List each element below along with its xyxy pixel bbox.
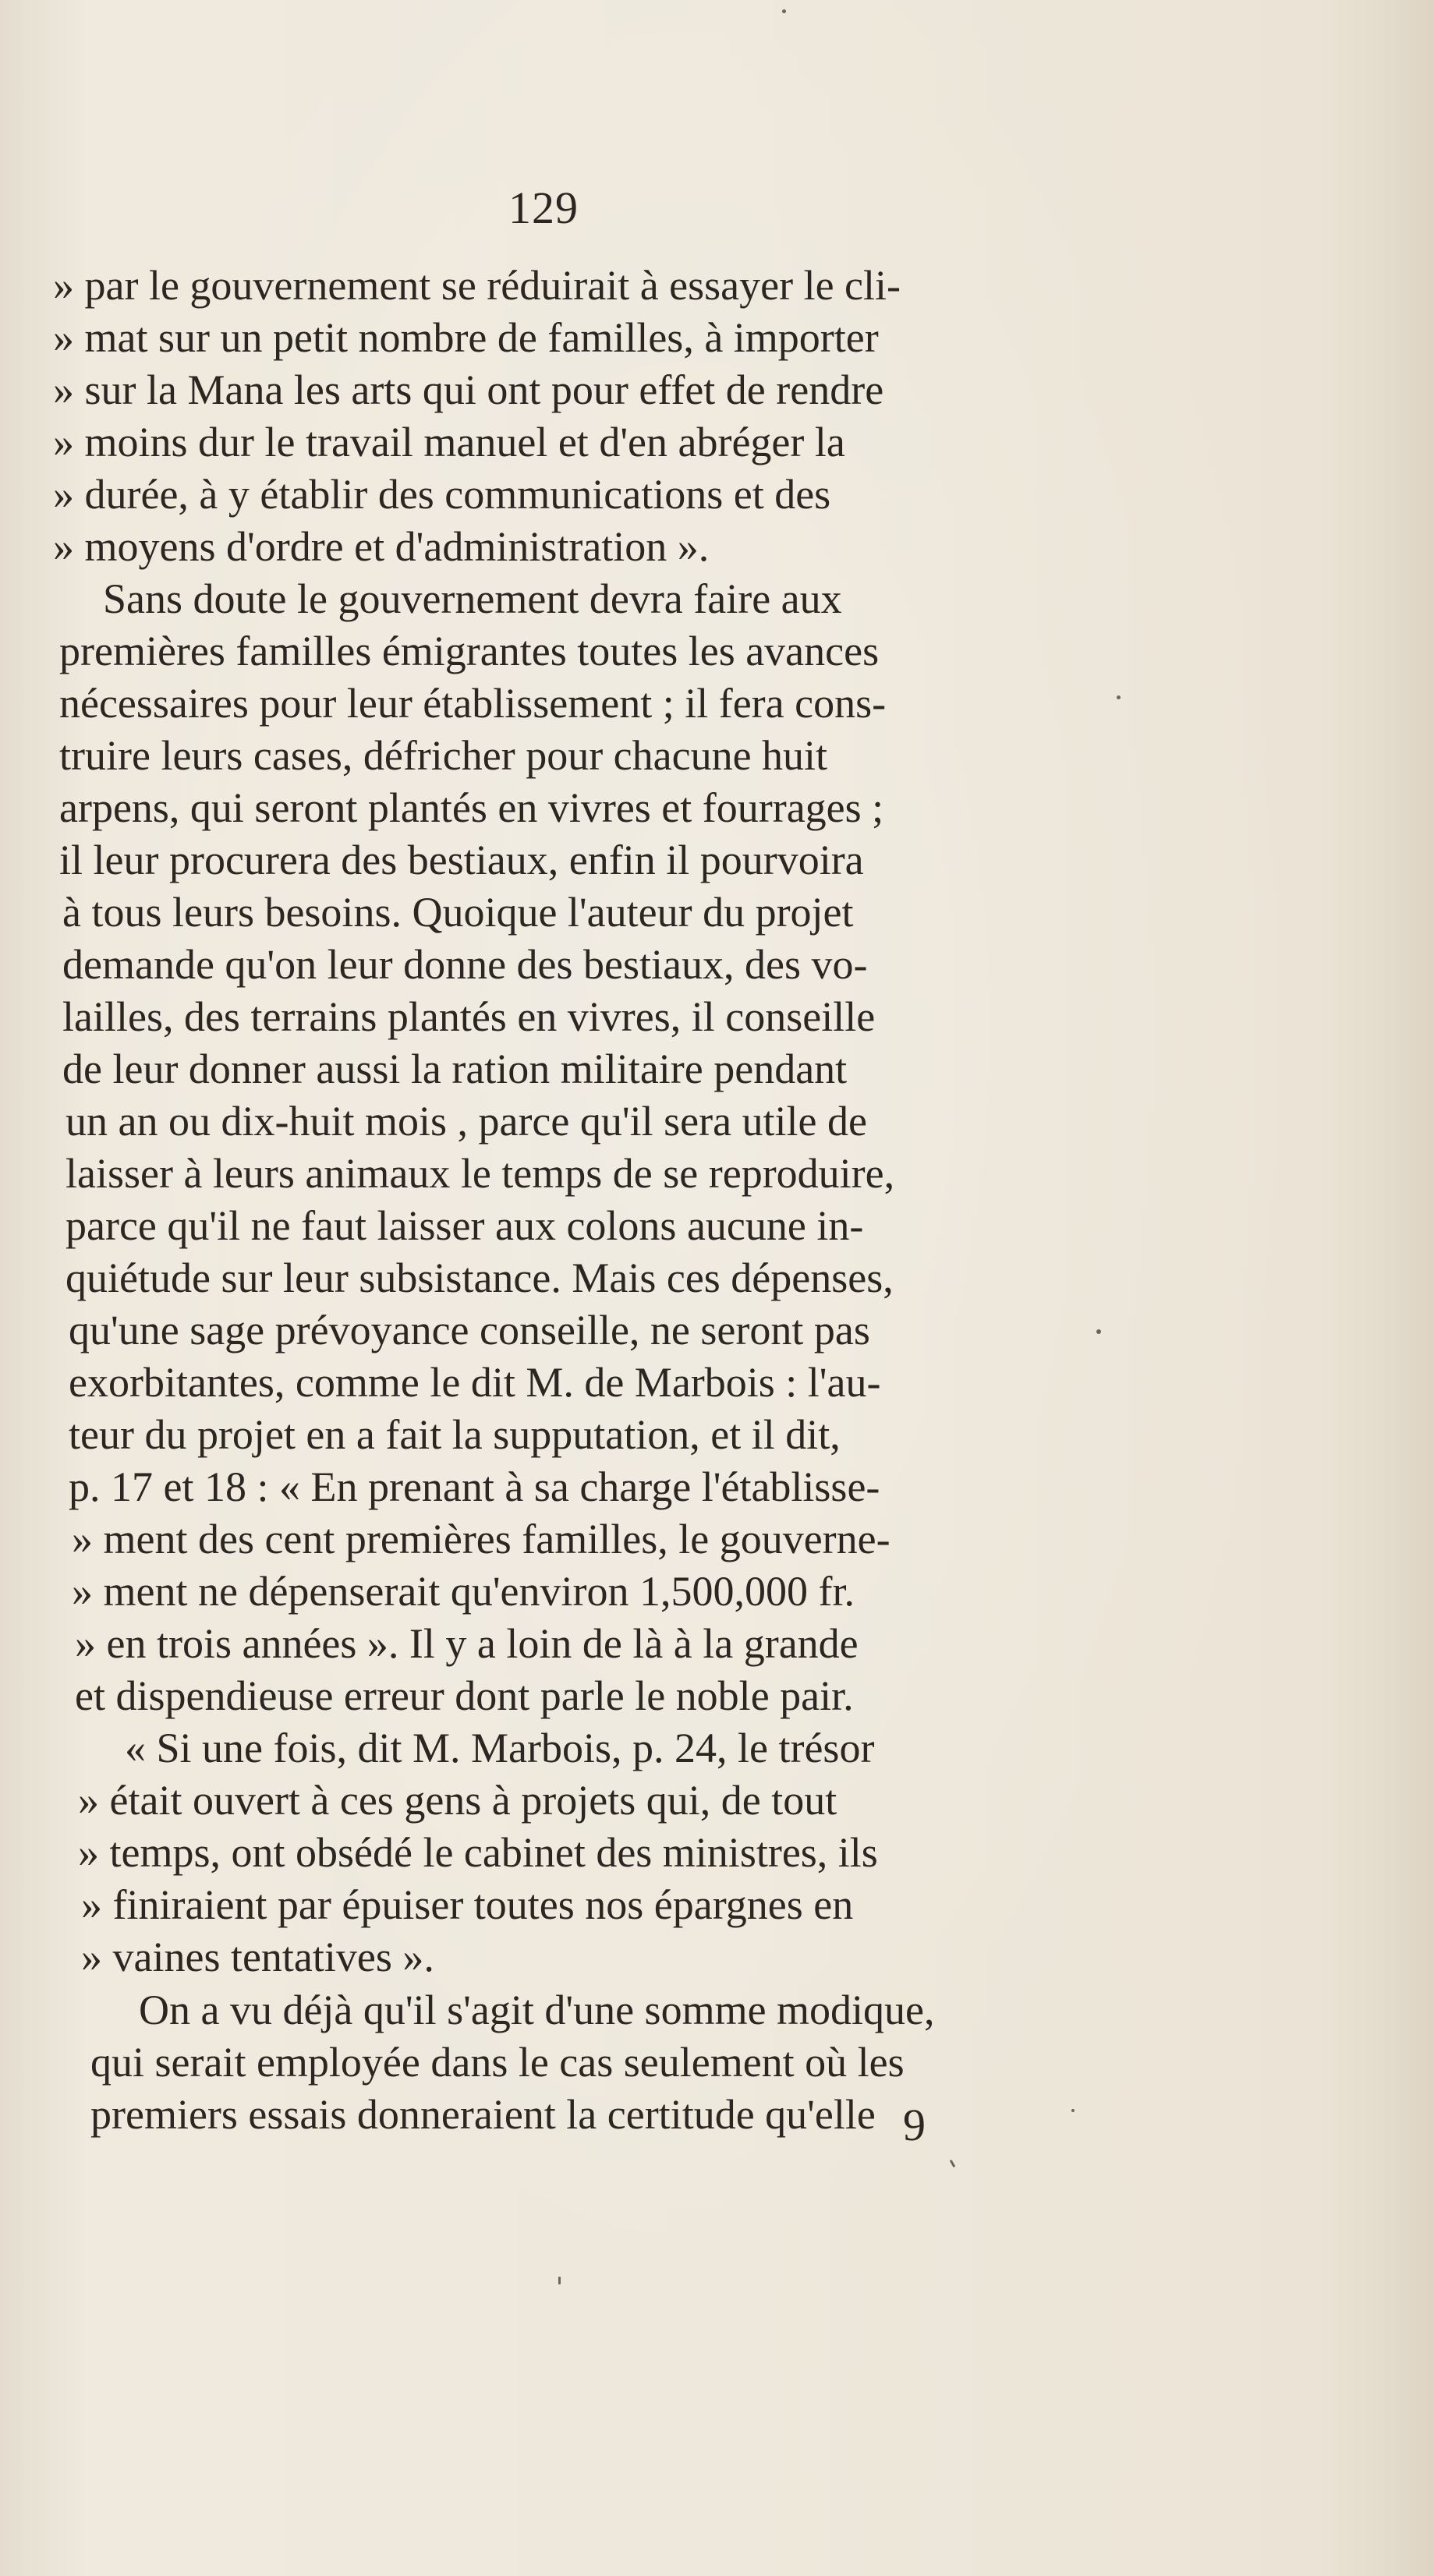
page-number: 129: [508, 182, 579, 233]
text-line: » ment ne dépenserait qu'environ 1,500,000 fr.: [72, 1568, 855, 1615]
text-line: » durée, à y établir des communications et des: [53, 471, 831, 518]
text-line: » par le gouvernement se réduirait à essayer le cli-: [53, 262, 901, 309]
text-line: exorbitantes, comme le dit M. de Marbois : l'au-: [69, 1359, 881, 1406]
text-line: parce qu'il ne faut laisser aux colons aucune in-: [66, 1202, 864, 1249]
text-line: » moyens d'ordre et d'administration ».: [53, 523, 710, 570]
text-line: » moins dur le travail manuel et d'en abréger la: [53, 419, 845, 465]
text-line: nécessaires pour leur établissement ; il fera cons-: [59, 680, 887, 727]
text-line: » sur la Mana les arts qui ont pour effet de rendre: [53, 366, 884, 413]
text-line: demande qu'on leur donne des bestiaux, des vo-: [62, 941, 868, 988]
text-line: « Si une fois, dit M. Marbois, p. 24, le trésor: [125, 1725, 875, 1771]
text-line: » en trois années ». Il y a loin de là à la grande: [75, 1620, 859, 1667]
text-line: truire leurs cases, défricher pour chacune huit: [59, 732, 828, 779]
text-line: premiers essais donneraient la certitude qu'elle: [90, 2091, 876, 2138]
text-line: » temps, ont obsédé le cabinet des ministres, ils: [78, 1829, 878, 1876]
paper-speck: [558, 2277, 561, 2284]
text-line: lailles, des terrains plantés en vivres, il conseille: [62, 993, 876, 1040]
paper-speck: [950, 2160, 956, 2167]
text-line: » mat sur un petit nombre de familles, à importer: [53, 314, 879, 361]
paper-speck: [782, 9, 786, 13]
text-line: laisser à leurs animaux le temps de se reproduire,: [66, 1150, 895, 1197]
text-line: » ment des cent premières familles, le gouverne-: [72, 1516, 890, 1562]
paper-speck: [1096, 1329, 1101, 1334]
text-line: de leur donner aussi la ration militaire pendant: [62, 1046, 848, 1092]
text-line: » était ouvert à ces gens à projets qui, de tout: [78, 1777, 837, 1824]
signature-mark: 9: [903, 2100, 926, 2150]
text-line: Sans doute le gouvernement devra faire aux: [103, 575, 842, 622]
text-line: il leur procurera des bestiaux, enfin il pourvoira: [59, 837, 864, 883]
text-line: » vaines tentatives ».: [81, 1934, 434, 1980]
text-line: p. 17 et 18 : « En prenant à sa charge l'établisse-: [69, 1463, 880, 1510]
text-line: arpens, qui seront plantés en vivres et fourrages ;: [59, 784, 884, 831]
text-line: On a vu déjà qu'il s'agit d'une somme modique,: [139, 1987, 935, 2033]
text-line: qui serait employée dans le cas seulement où les: [90, 2039, 905, 2086]
text-line: premières familles émigrantes toutes les avances: [59, 628, 880, 674]
paper-speck: [1117, 695, 1121, 699]
text-line: à tous leurs besoins. Quoique l'auteur du projet: [62, 889, 854, 936]
text-line: teur du projet en a fait la supputation, et il dit,: [69, 1411, 841, 1458]
text-line: » finiraient par épuiser toutes nos épargnes en: [81, 1881, 854, 1928]
text-line: et dispendieuse erreur dont parle le noble pair.: [75, 1672, 854, 1719]
text-line: qu'une sage prévoyance conseille, ne seront pas: [69, 1307, 870, 1353]
text-line: quiétude sur leur subsistance. Mais ces dépenses,: [66, 1254, 894, 1301]
text-line: un an ou dix-huit mois , parce qu'il sera utile de: [66, 1098, 867, 1145]
